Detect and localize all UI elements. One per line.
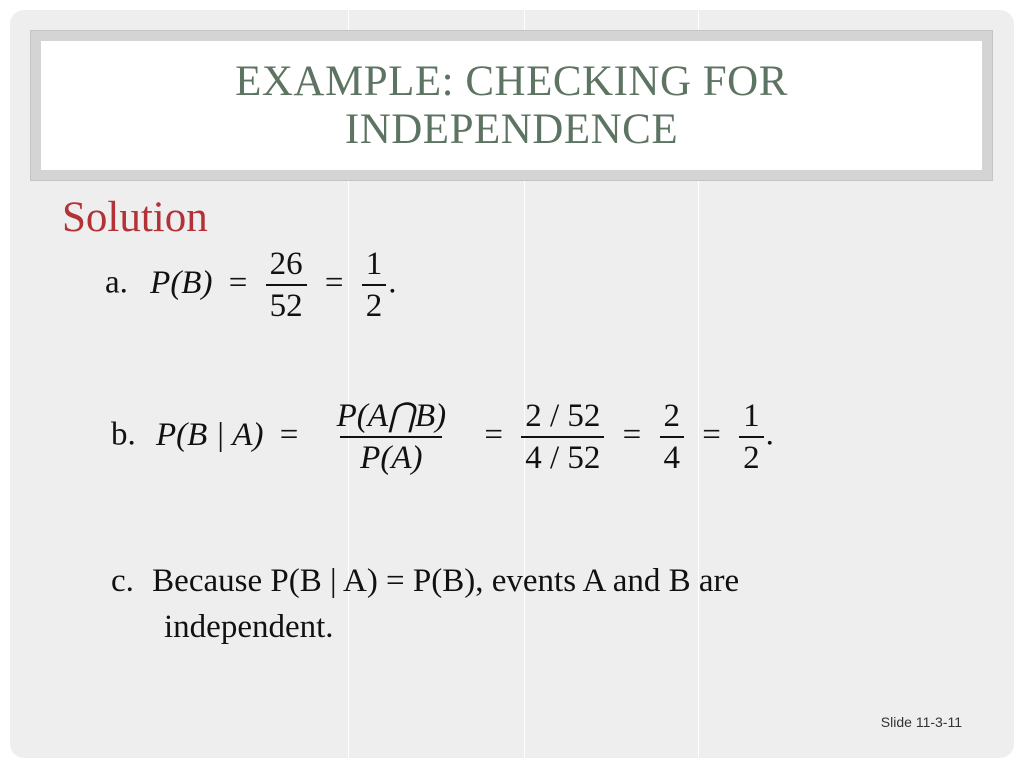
fraction-numerator: P(A⋂B) — [336, 398, 447, 434]
fraction-denominator: 2 — [362, 284, 387, 323]
title-box — [41, 41, 982, 170]
fraction-denominator: 4 — [660, 436, 685, 475]
equation-b: b. P(B | A) = $\frac{P(A⋂B)}{P(A)}$ = $\frac{2 / 52}{4 / 52}$ = $\frac{2}{4}$ = $\frac{1}{2}$ . — [111, 398, 774, 476]
fraction — [362, 247, 387, 323]
fraction — [266, 247, 307, 323]
fraction-denominator: 2 — [739, 436, 764, 475]
fraction — [317, 399, 467, 475]
fraction-numerator: 2 — [663, 398, 681, 434]
equation-a-lhs: P(B) — [150, 264, 213, 301]
fraction — [660, 399, 685, 475]
fraction-denominator: 4 / 52 — [521, 436, 604, 475]
fraction — [521, 399, 604, 475]
fraction — [739, 399, 764, 475]
conclusion-line-2: independent. — [164, 609, 334, 645]
slide — [10, 10, 1014, 758]
fraction-numerator: 26 — [269, 246, 303, 282]
equation-a-label: a. — [105, 264, 128, 301]
fraction-numerator: 1 — [365, 246, 383, 282]
fraction-denominator: P(A) — [360, 440, 423, 476]
equation-a: a. P(B) = $\frac{26}{52}$ = $\frac{1}{2}$ . — [105, 246, 397, 324]
fraction-numerator: 1 — [743, 398, 760, 434]
title-frame — [30, 30, 993, 181]
conclusion-text — [111, 558, 739, 650]
fraction-denominator: 52 — [266, 284, 307, 323]
slide-title-line-2: INDEPENDENCE — [344, 105, 679, 153]
conclusion-line-1: Because P(B | A) = P(B), events A and B are — [152, 563, 740, 599]
equation-b-lhs: P(B | A) — [156, 416, 264, 453]
slide-title-line-1: EXAMPLE: CHECKING FOR — [235, 57, 788, 105]
solution-heading: Solution — [62, 194, 208, 241]
conclusion-label: c. — [111, 563, 134, 599]
fraction-numerator: 2 / 52 — [525, 398, 601, 434]
equation-b-end: . — [765, 416, 774, 453]
equation-a-end: . — [388, 264, 397, 301]
slide-number: Slide 11-3-11 — [880, 714, 962, 730]
equation-b-label: b. — [111, 416, 136, 453]
